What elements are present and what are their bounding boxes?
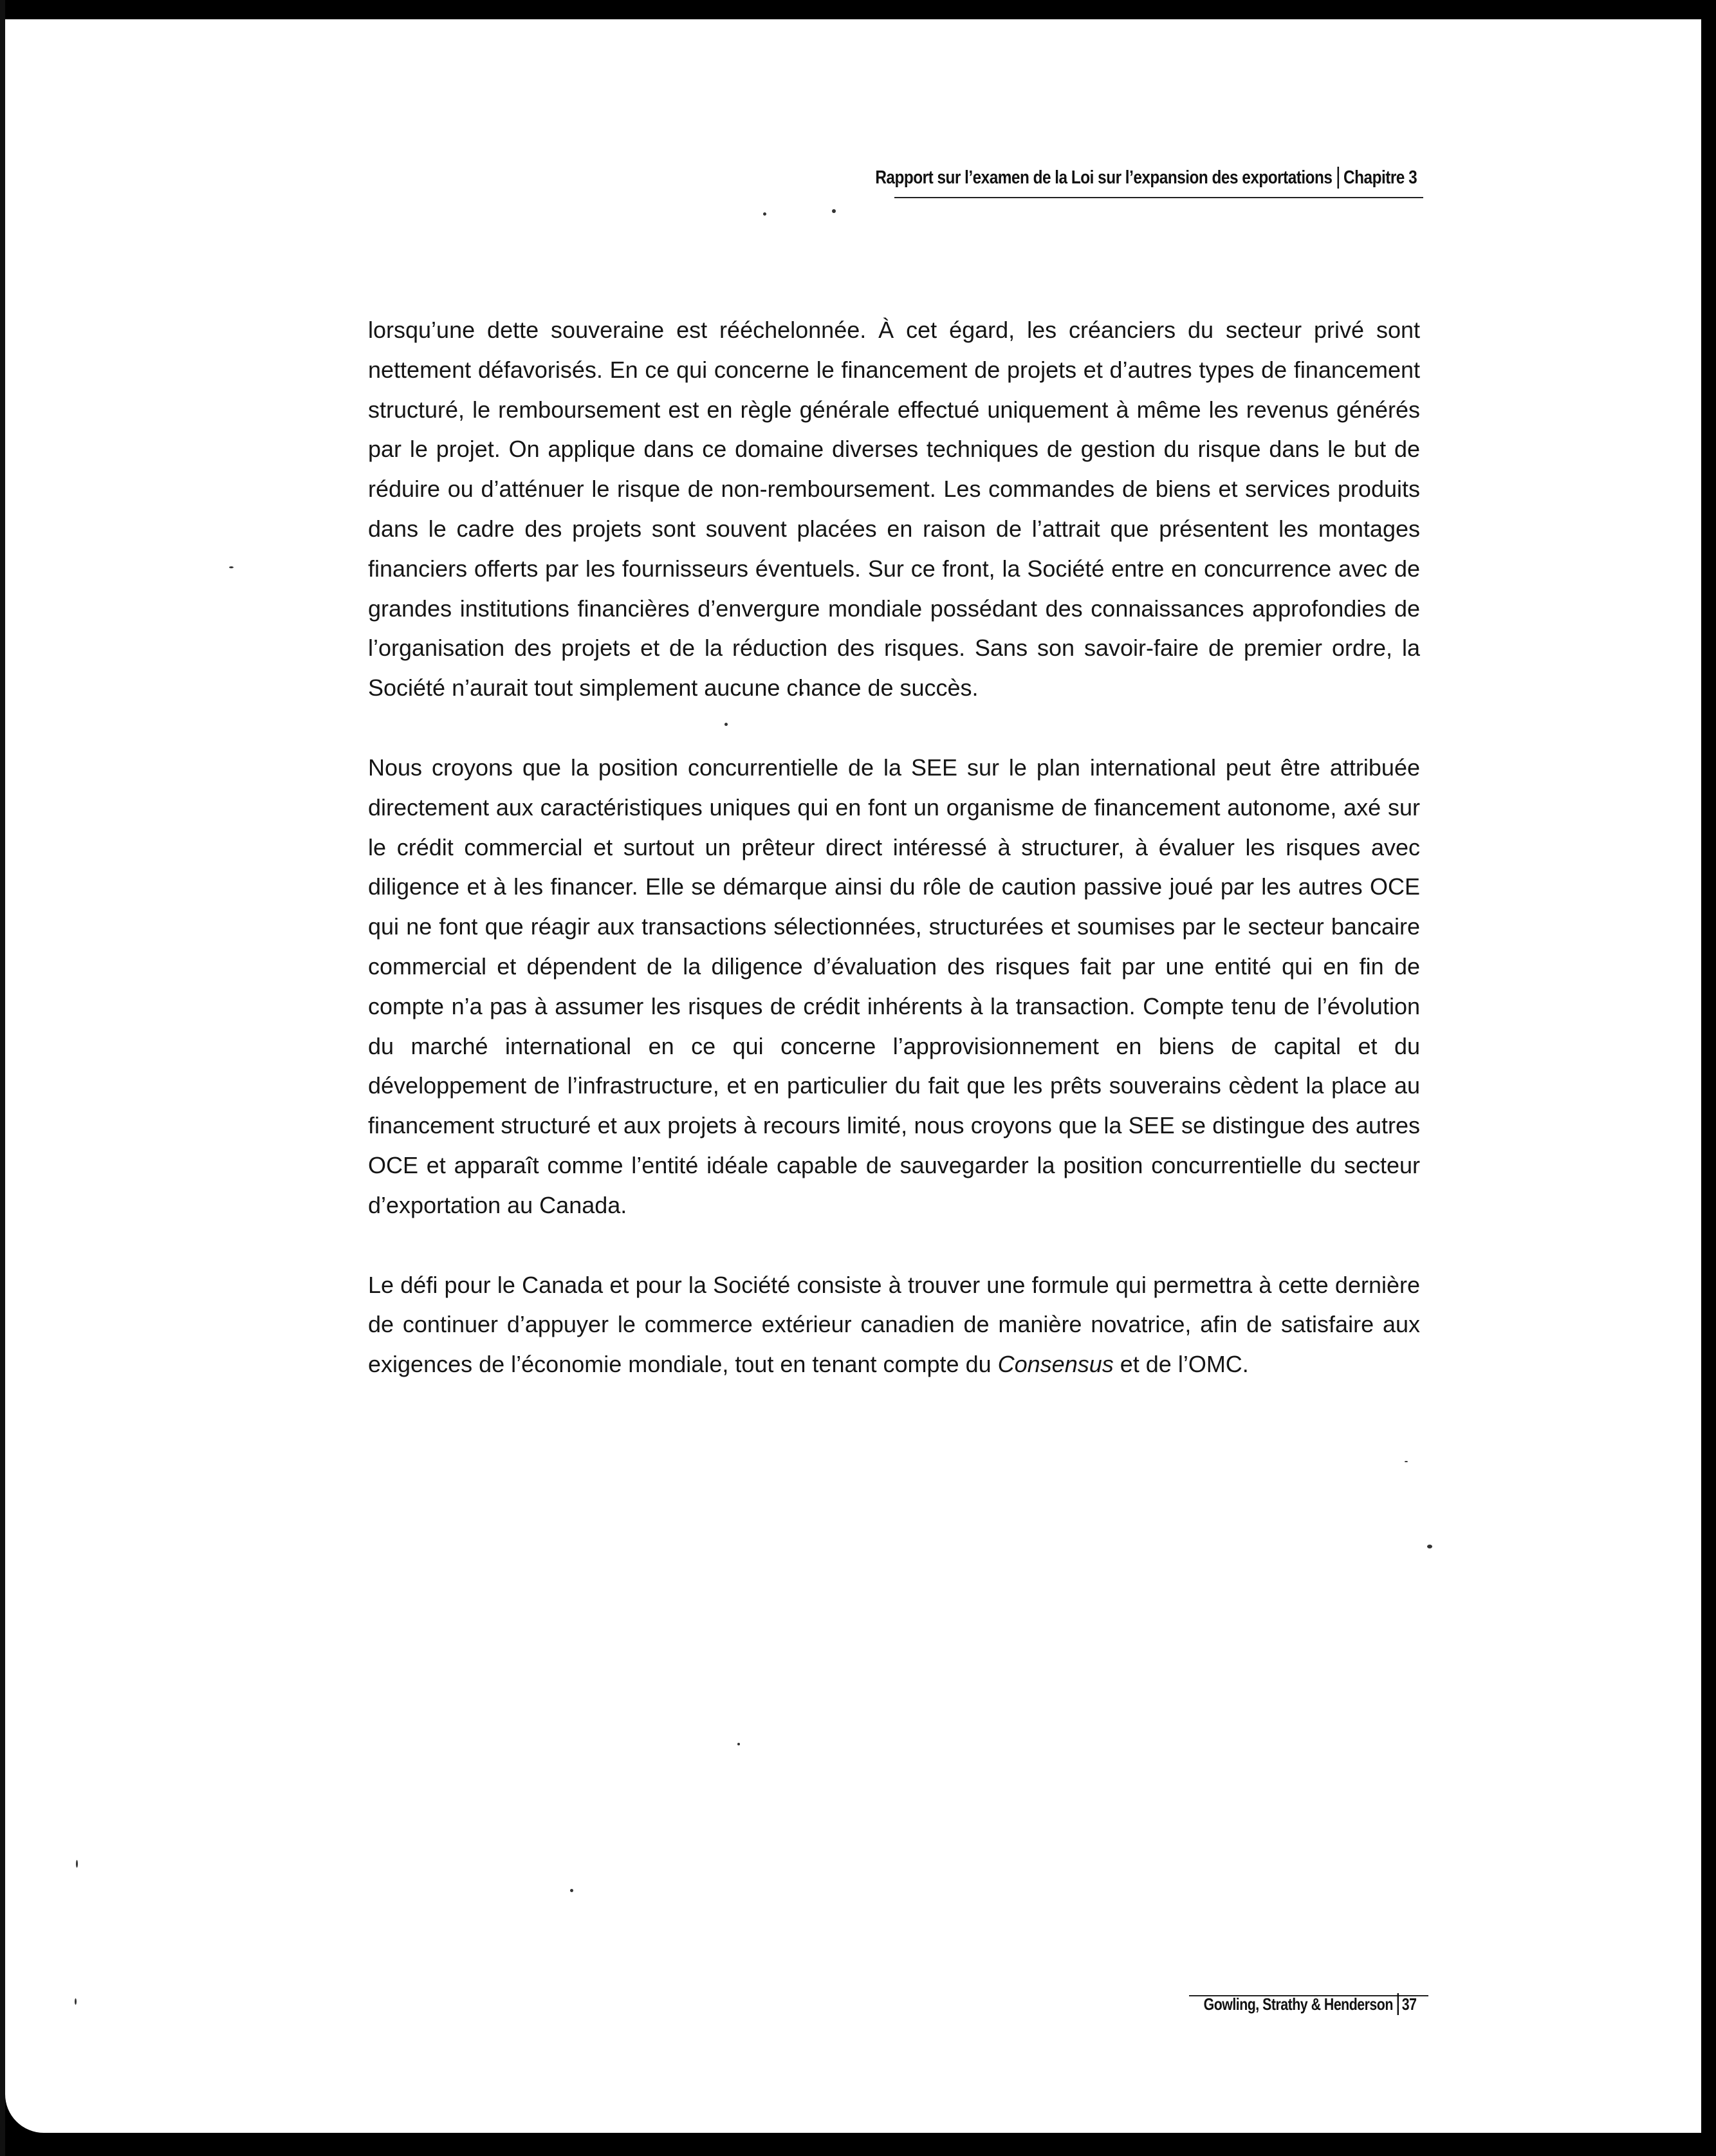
paragraph-1: lorsqu’une dette souveraine est rééchelonnée. À cet égard, les créanciers du secteur privé sont nettement défavorisés. En ce qui concerne le financement de projets et d’autres types de financement structuré, le remboursement est en règle générale effectué uniquement à même les revenus générés par le projet. On applique dans ce domaine diverses techniques de gestion du risque dans le but de réduire ou d’atténuer le risque de non-remboursement. Les commandes de biens et services produits dans le cadre des projets sont souvent placées en raison de l’attrait que présentent les montages financiers offerts par les fournisseurs éventuels. Sur ce front, la Société entre en concurrence avec de grandes institutions financières d’envergure mondiale possédant des connaissances approfondies de l’organisation des projets et de la réduction des risques. Sans son savoir-faire de premier ordre, la Société n’aurait tout simplement aucune chance de succès. xyxy=(368,317,1420,702)
scan-speck xyxy=(229,566,234,568)
chapter-label: Chapitre 3 xyxy=(1343,167,1417,188)
scan-speck xyxy=(737,1743,740,1745)
footer-publisher: Gowling, Strathy & Henderson xyxy=(1204,1994,1394,2014)
scan-edge xyxy=(0,0,5,2156)
paragraph-3-italic: Consensus xyxy=(997,1351,1114,1378)
scan-speck xyxy=(1427,1545,1432,1548)
page-footer xyxy=(1204,1989,1417,2020)
running-title: Rapport sur l’examen de la Loi sur l’expansion des exportations xyxy=(875,167,1333,188)
scan-speck xyxy=(75,1998,77,2005)
scan-speck xyxy=(832,209,836,213)
paragraph-2: Nous croyons que la position concurrentielle de la SEE sur le plan international peut être attribuée directement aux caractéristiques uniques qui en font un organisme de financement autonome, axé sur le crédit commercial et surtout un prêteur direct intéressé à structurer, à évaluer les risques avec diligence et à les financer. Elle se démarque ainsi du rôle de caution passive joué par les autres OCE qui ne font que réagir aux transactions sélectionnées, structurées et soumises par le secteur bancaire commercial et dépendent de la diligence d’évaluation des risques fait par une entité qui en fin de compte n’a pas à assumer les risques de crédit inhérents à la transaction. Compte tenu de l’évolution du marché international en ce qui concerne l’approvisionnement en biens de capital et du développement de l’infrastructure, et en particulier du fait que les prêts souverains cèdent la place au financement structuré et aux projets à recours limité, nous croyons que la SEE se distingue des autres OCE et apparaît comme l’entité idéale capable de sauvegarder la position concurrentielle du secteur d’exportation au Canada. xyxy=(368,754,1420,1218)
body-text xyxy=(368,310,1420,1424)
scan-speck xyxy=(763,212,766,216)
scan-speck xyxy=(76,1860,78,1868)
header-rule xyxy=(894,197,1423,198)
header-separator xyxy=(1338,167,1340,189)
scan-speck xyxy=(1405,1461,1408,1462)
paragraph-3 xyxy=(368,1265,1420,1384)
page-number: 37 xyxy=(1402,1994,1417,2014)
document-page xyxy=(5,19,1701,2133)
paragraph-3-text: Le défi pour le Canada et pour la Société consiste à trouver une formule qui permettra à cette dernière de continuer d’appuyer le commerce extérieur canadien de manière novatrice, afin de satisfaire aux exigences de l’économie mondiale, tout en tenant compte du xyxy=(368,1271,1420,1378)
paragraph-3-end: et de l’OMC. xyxy=(1113,1351,1249,1378)
running-header xyxy=(875,158,1417,197)
scan-speck xyxy=(570,1889,573,1892)
footer-separator xyxy=(1398,1993,1399,2015)
